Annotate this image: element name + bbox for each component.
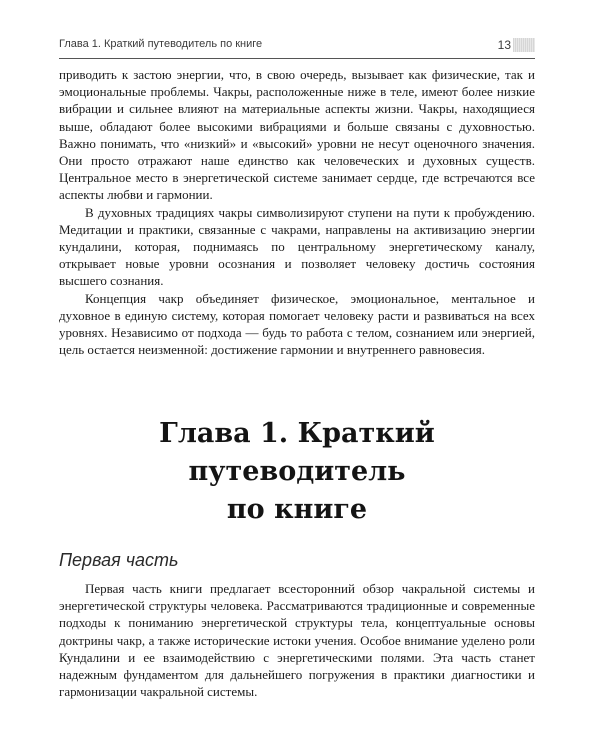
- section-text: [59, 580, 535, 700]
- running-title: Глава 1. Краткий путеводитель по книге: [59, 38, 263, 50]
- paragraph-continued: приводить к застою энергии, что, в свою очередь, вызывает как физические, так и эмоциональные проблемы. Чакры, расположенные ниже в теле, имеют более низкие вибрации и сильнее влияют на материальные аспекты жизни. Чакры, находящиеся выше, обладают более высокими вибрациями и больше связаны с духовностью. Важно понимать, что «низкий» и «высокий» уровни не несут оценочного значения. Они просто отражают наше единство как человеческих и духовных существ. Центральное место в энергетической системе занимает сердце, где встречаются все аспекты любви и гармонии.: [59, 67, 535, 203]
- chapter-title: [59, 415, 535, 529]
- chapter-title-line: путеводитель: [188, 456, 406, 487]
- paragraph-chakra-concept: Концепция чакр объединяет физическое, эмоциональное, ментальное и духовное в единую систему, которая помогает человеку расти и развиваться на всех уровнях. Независимо от подхода — будь то работа с телом, сознанием или энергией, цель остается неизменной: достижение гармонии и внутреннего равновесия.: [59, 290, 535, 358]
- paragraph-first-part: Первая часть книги предлагает всесторонний обзор чакральной системы и энергетической структуры человека. Рассматриваются традиционные и современные подходы к пониманию энергетической структуры тела, концептуальные основы доктрины чакр, а также исторические истоки учения. Особое внимание уделено роли Кундалини и ее взаимодействию с энергетическими полями. Эта часть станет надежным фундаментом для дальнейшего погружения в практики диагностики и гармонизации чакральной системы.: [59, 581, 535, 700]
- section-title: Первая часть: [59, 550, 179, 570]
- header-rule: [59, 58, 535, 59]
- chapter-title-line: по книге: [226, 494, 368, 525]
- running-head: [59, 38, 535, 54]
- paragraph-spiritual-traditions: В духовных традициях чакры символизируют ступени на пути к пробуждению. Медитации и практики, связанные с чакрами, направлены на активизацию энергии кундалини, которая, поднимаясь по центральному энергетическому каналу, открывает новые уровни осознания и позволяет человеку достичь состояния высшего сознания.: [59, 204, 535, 289]
- intro-text: [59, 66, 535, 358]
- page-number: 13: [497, 38, 511, 52]
- page-edge-tab: [513, 38, 535, 52]
- chapter-title-line: Глава 1. Краткий: [159, 418, 435, 449]
